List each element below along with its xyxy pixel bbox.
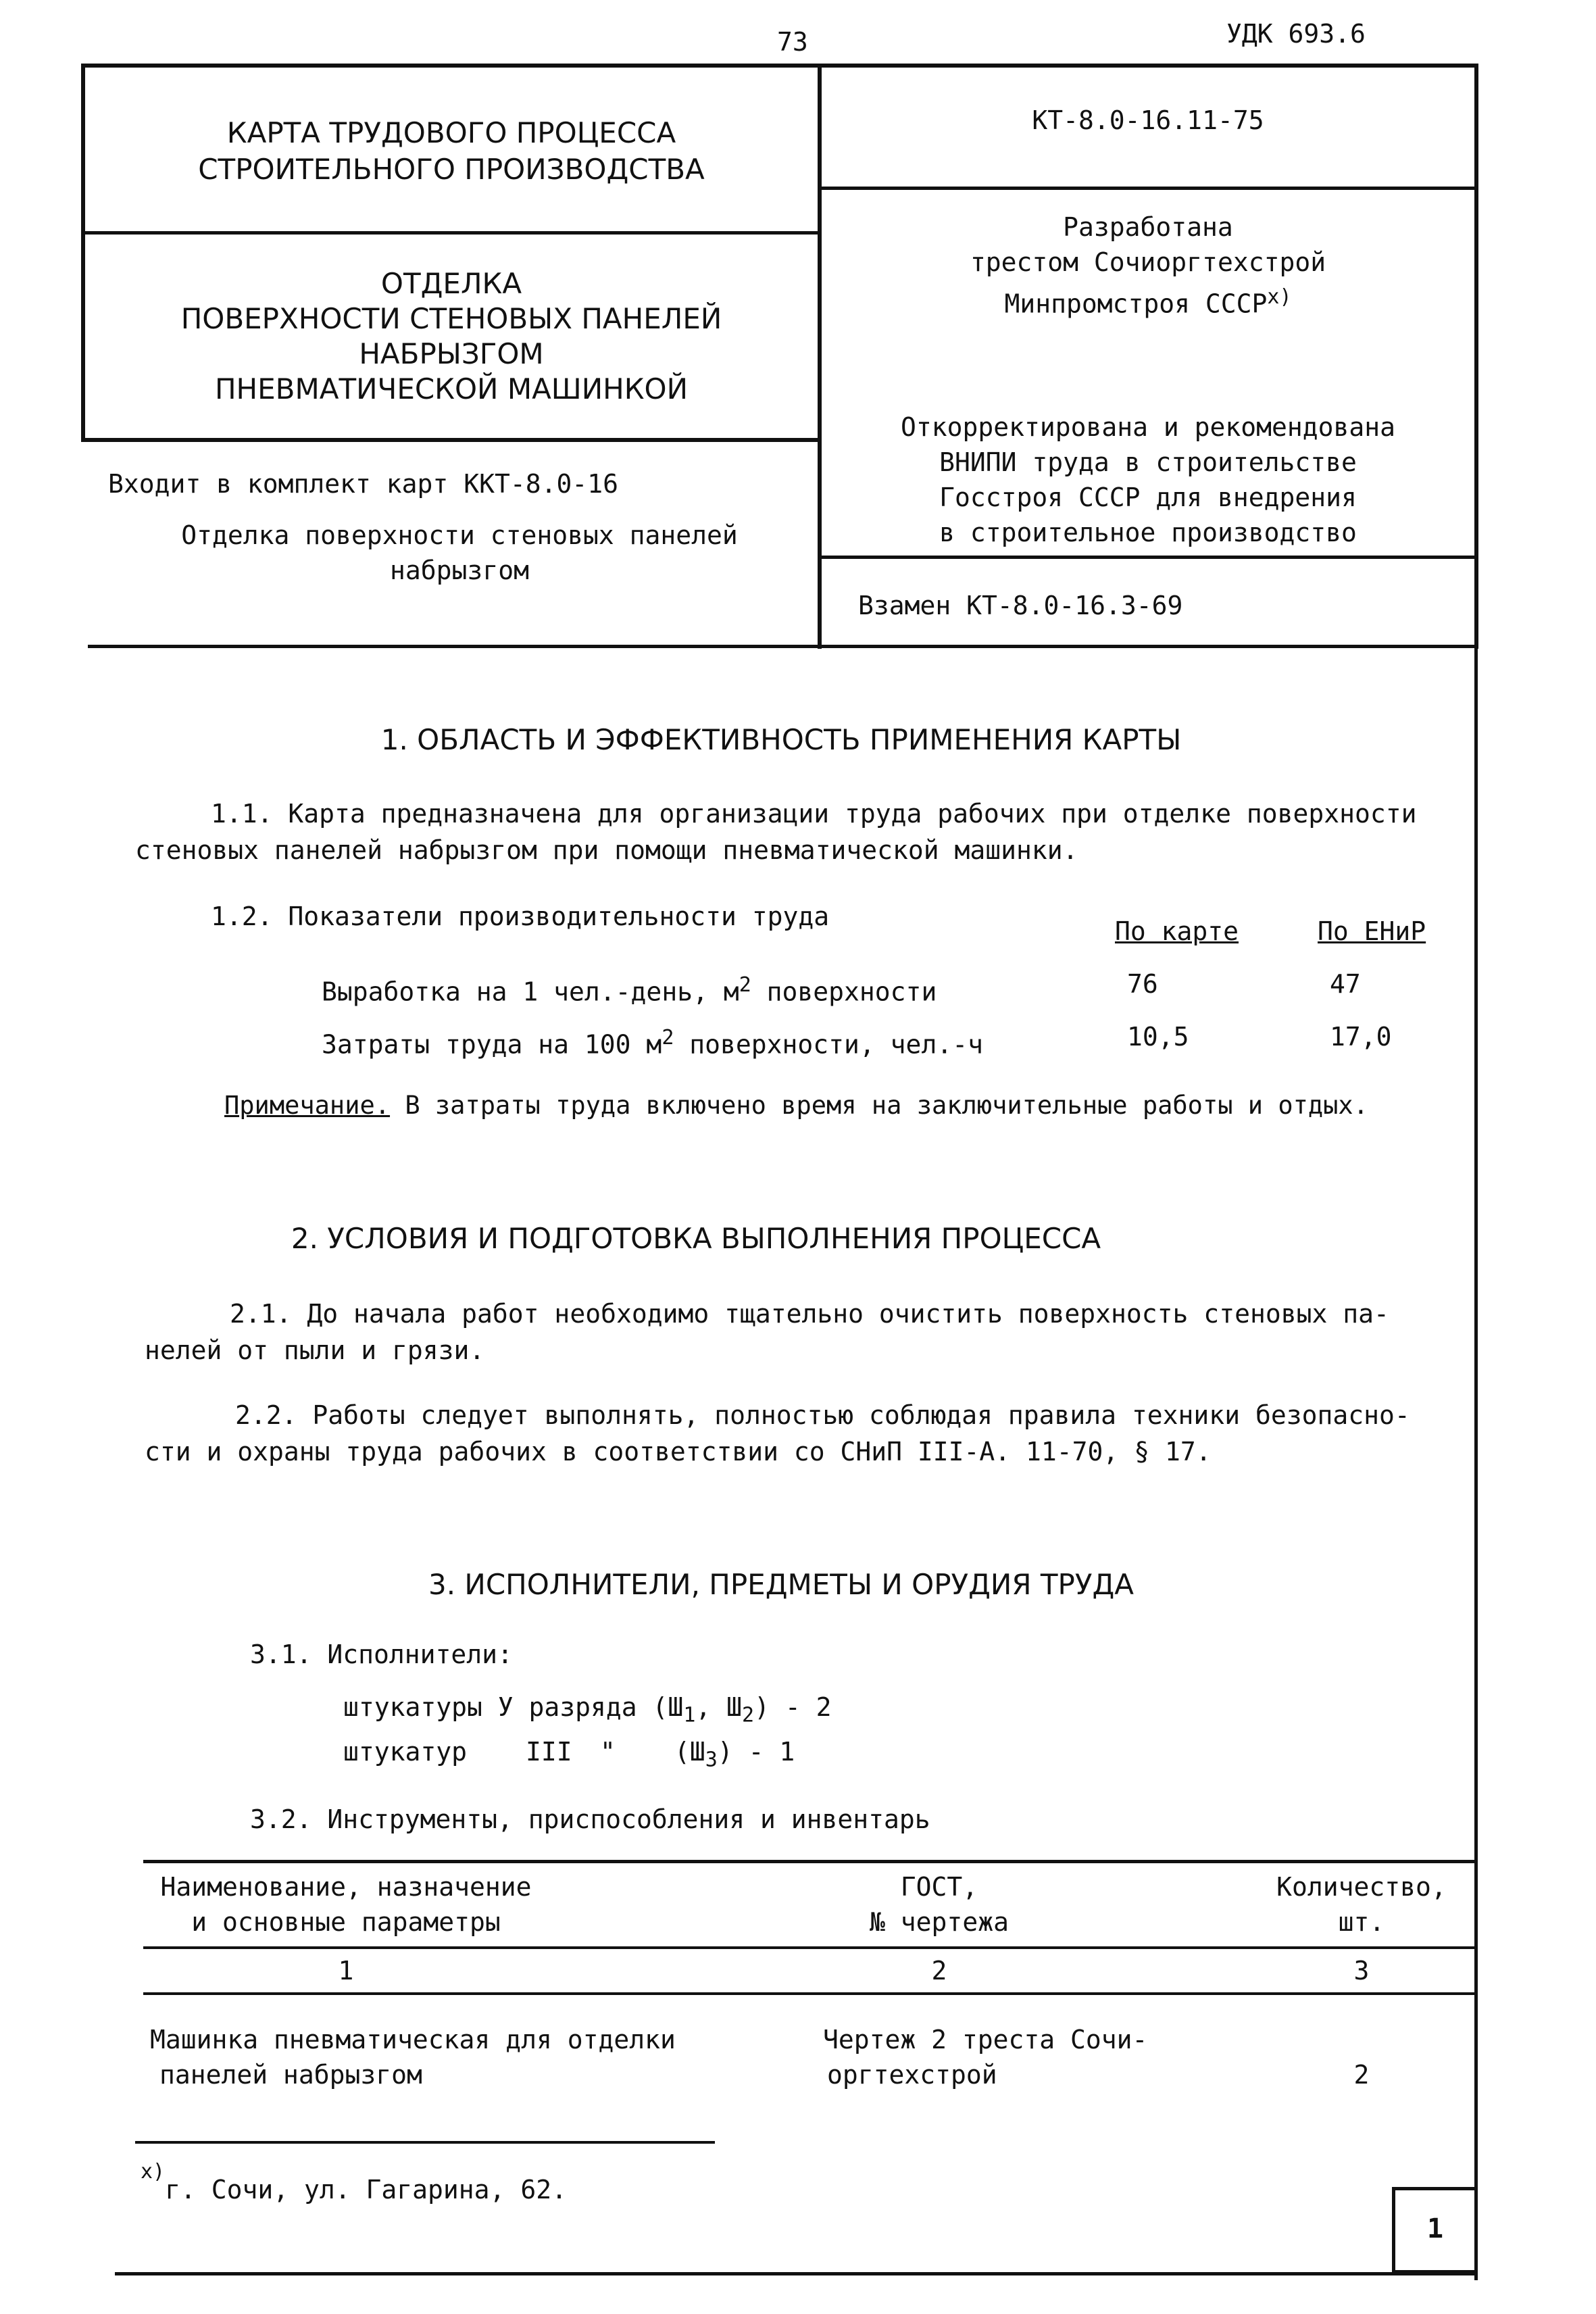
developed-line2: трестом Сочиоргтехстрой [970, 247, 1326, 277]
w1-b: , Ш [695, 1692, 743, 1722]
subject-line1: ОТДЕЛКА [380, 267, 522, 300]
w2-code [674, 1734, 795, 1778]
w2-b: (Ш [674, 1737, 705, 1767]
subject-line4: ПНЕВМАТИЧЕСКОЙ МАШИНКОЙ [214, 372, 689, 405]
page-bottom-border [115, 2272, 1477, 2275]
w2-c: ) - 1 [717, 1737, 795, 1767]
card-subject [85, 266, 818, 407]
labor-enir-value: 17,0 [1330, 1022, 1392, 1052]
footnote-divider [135, 2141, 715, 2144]
w2-sub: 3 [705, 1748, 718, 1772]
set-desc-line1: Отделка поверхности стеновых панелей [181, 520, 738, 550]
page-right-border [1474, 645, 1478, 2280]
sheet-number: 1 [1426, 2213, 1444, 2244]
para-2-2-line2: сти и охраны труда рабочих в соответствии со СНиП III-А. 11-70, § 17. [145, 1437, 1212, 1467]
th-gost-line1: ГОСТ, [900, 1872, 978, 1902]
para-1-2: 1.2. Показатели производительности труда [211, 902, 830, 931]
row1-gost-line2: оргтехстрой [827, 2060, 997, 2090]
page-number: 73 [777, 27, 808, 57]
footnote-ref: х) [1267, 285, 1292, 309]
sheet-number-box [1392, 2187, 1475, 2273]
w2-grade: III [526, 1737, 572, 1767]
row1-name-line1: Машинка пневматическая для отделки [150, 2025, 676, 2054]
para-1-1-line1: 1.1. Карта предназначена для организации труда рабочих при отделке поверхности [211, 799, 1417, 829]
subject-line2: ПОВЕРХНОСТИ СТЕНОВЫХ ПАНЕЛЕЙ [180, 302, 722, 335]
w2-ditto: " [600, 1737, 616, 1767]
row1-quantity: 2 [1353, 2060, 1370, 2090]
w1-sub1: 1 [683, 1703, 696, 1727]
card-set-description [122, 518, 797, 588]
row1-gost [823, 2022, 1147, 2092]
para-2-2-line1: 2.2. Работы следует выполнять, полностью соблюдая правила техники безопасно- [235, 1400, 1410, 1430]
section1-title: 1. ОБЛАСТЬ И ЭФФЕКТИВНОСТЬ ПРИМЕНЕНИЯ КАРТЫ [380, 723, 1182, 756]
th-gost-line2: № чертежа [870, 1907, 1009, 1937]
table-header-gost [804, 1869, 1074, 1940]
note-label: Примечание. [224, 1091, 391, 1120]
output-enir-value: 47 [1330, 969, 1361, 999]
indicator-output [322, 968, 937, 1010]
replaces-card: Взамен КТ-8.0-16.3-69 [858, 591, 1183, 620]
corrected-line2: ВНИПИ труда в строительстве [939, 447, 1357, 477]
output-label-tail: поверхности [751, 977, 937, 1007]
developed-line1: Разработана [1063, 212, 1233, 242]
labor-unit-sup: 2 [662, 1026, 674, 1050]
corrected-line3: Госстроя СССР для внедрения [939, 483, 1357, 512]
row1-gost-line1: Чертеж 2 треста Сочи- [823, 2025, 1148, 2054]
labor-label-tail: поверхности, чел.-ч [674, 1029, 983, 1060]
para-2-1-line2: нелей от пыли и грязи. [145, 1335, 485, 1365]
para-3-1: 3.1. Исполнители: [250, 1640, 513, 1669]
w1-a: штукатуры У разряда (Ш [343, 1692, 684, 1722]
para-3-2: 3.2. Инструменты, приспособления и инвентарь [250, 1804, 930, 1834]
worker-plasterers-5 [343, 1690, 831, 1733]
corrected-line4: в строительное производство [939, 518, 1357, 547]
col-header-card: По карте [1115, 916, 1239, 946]
developed-line3 [822, 280, 1474, 322]
card-title-line2: СТРОИТЕЛЬНОГО ПРОИЗВОДСТВА [198, 153, 705, 186]
card-code: КТ-8.0-16.11-75 [1032, 105, 1264, 135]
worker-plasterer-3 [343, 1734, 795, 1772]
para-2-1-line1: 2.1. До начала работ необходимо тщательно очистить поверхность стеновых па- [230, 1299, 1389, 1329]
col-header-enir: По ЕНиР [1318, 916, 1426, 946]
column-number-3: 3 [1353, 1956, 1370, 1986]
labor-card-value: 10,5 [1127, 1022, 1189, 1052]
developed-by [822, 210, 1474, 322]
th-name-line1: Наименование, назначение [160, 1872, 532, 1902]
row1-name-line2: панелей набрызгом [159, 2060, 422, 2090]
labor-label: Затраты труда на 100 м [322, 1029, 662, 1060]
output-unit-sup: 2 [739, 973, 751, 997]
note-text: В затраты труда включено время на заключительные работы и отдых. [390, 1091, 1368, 1120]
column-number-2: 2 [931, 1956, 947, 1986]
footnote [141, 2155, 567, 2205]
column-number-1: 1 [338, 1956, 354, 1986]
note [224, 1088, 1368, 1123]
w1-c: ) - 2 [754, 1692, 832, 1722]
table-header-qty [1257, 1869, 1466, 1940]
footnote-mark: х) [141, 2160, 166, 2184]
w2-a: штукатур [343, 1737, 468, 1767]
th-qty-line2: шт. [1338, 1907, 1385, 1937]
output-card-value: 76 [1127, 969, 1158, 999]
card-title-line1: КАРТА ТРУДОВОГО ПРОЦЕССА [226, 116, 676, 149]
indicator-labor [322, 1020, 983, 1062]
th-qty-line1: Количество, [1276, 1872, 1447, 1902]
card-title [85, 115, 818, 188]
developed-line3-text: Минпромстроя СССР [1004, 289, 1268, 319]
section2-title: 2. УСЛОВИЯ И ПОДГОТОВКА ВЫПОЛНЕНИЯ ПРОЦЕССА [291, 1222, 1101, 1255]
section3-title: 3. ИСПОЛНИТЕЛИ, ПРЕДМЕТЫ И ОРУДИЯ ТРУДА [428, 1568, 1134, 1601]
corrected-by [822, 410, 1474, 550]
th-name-line2: и основные параметры [191, 1907, 501, 1937]
output-label: Выработка на 1 чел.-день, м [322, 977, 739, 1007]
corrected-line1: Откорректирована и рекомендована [900, 412, 1396, 442]
set-desc-line2: набрызгом [390, 556, 529, 585]
w1-sub2: 2 [742, 1703, 755, 1727]
table-header-name [143, 1869, 549, 1940]
udk-code: УДК 693.6 [1226, 19, 1366, 49]
card-set: Входит в комплект карт ККТ-8.0-16 [108, 469, 618, 499]
footnote-text: г. Сочи, ул. Гагарина, 62. [165, 2174, 567, 2205]
para-1-1-line2: стеновых панелей набрызгом при помощи пневматической машинки. [135, 835, 1078, 865]
table-row [150, 2022, 676, 2092]
subject-line3: НАБРЫЗГОМ [359, 337, 544, 370]
